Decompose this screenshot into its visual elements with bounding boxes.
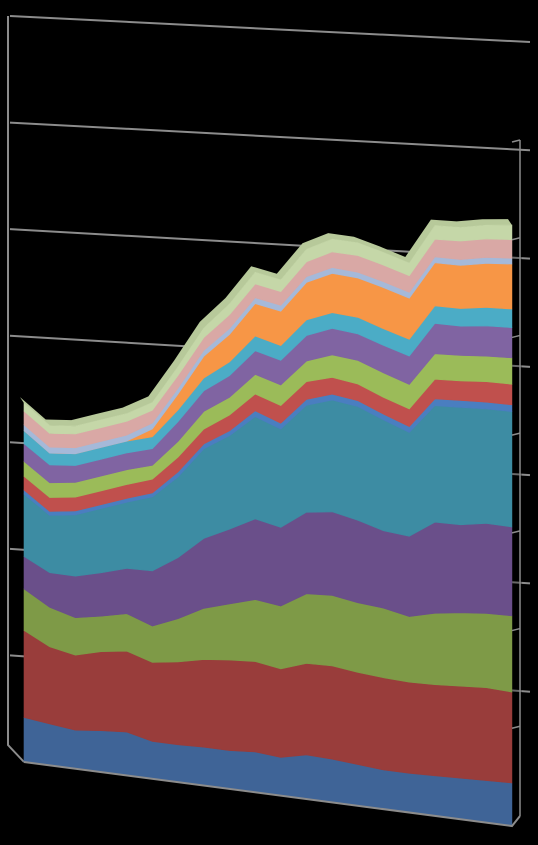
left-wall-edge	[8, 16, 24, 762]
gridline	[10, 16, 530, 42]
chart-back-wall	[8, 16, 24, 762]
axis-tick	[512, 140, 520, 142]
gridline	[10, 123, 530, 151]
series-areas	[20, 217, 522, 826]
